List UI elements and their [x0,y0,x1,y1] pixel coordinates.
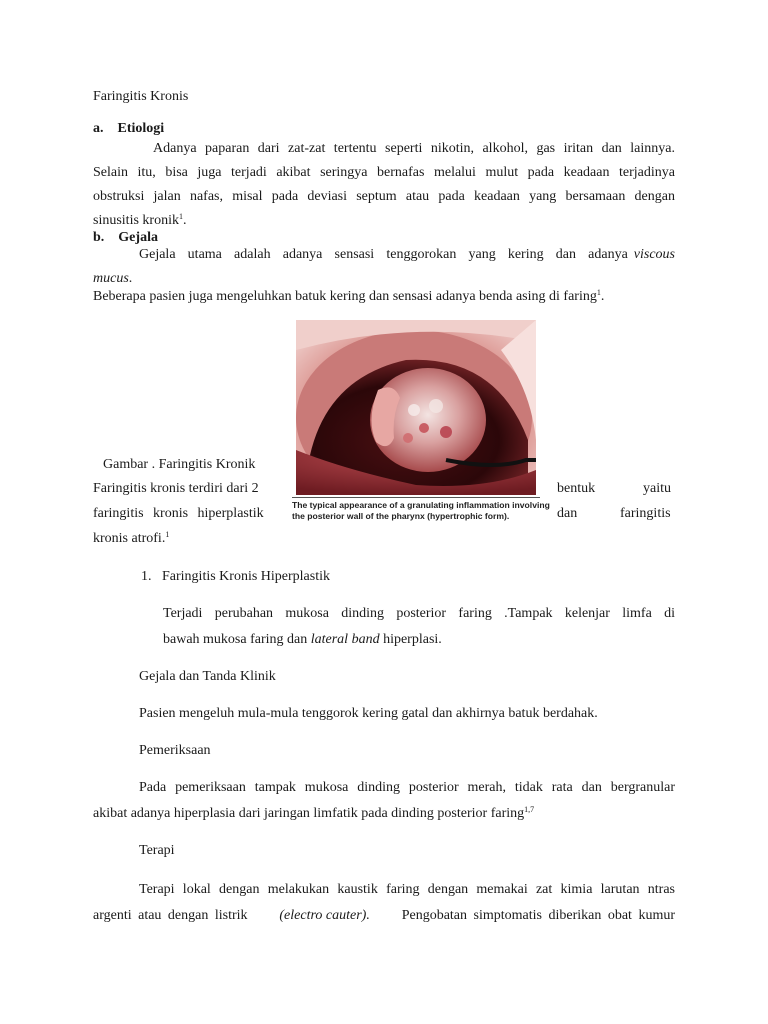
figure-divider [292,497,540,498]
pharynx-photo [296,320,536,495]
types-line-1-word-2: yaitu [643,481,671,496]
section-a-line-4 [93,209,675,233]
section-b-title: Gejala [118,230,158,245]
types-line-2-word-1: dan [557,506,578,521]
section-b-line-3 [93,288,604,306]
section-b-italic-1: viscous [633,247,675,262]
subsection-1-heading [141,568,330,586]
figure-caption [292,500,550,522]
subsection-1-line-2-italic: lateral band [310,632,380,647]
pharynx-photo-image [296,320,536,495]
terapi-line-2-italic: (electro cauter). [279,908,370,923]
terapi-line-1: Terapi lokal dengan melakukan kaustik faring dengan memakai zat kimia larutan ntras [139,882,675,897]
terapi-heading: Terapi [139,843,175,858]
section-b-heading [93,229,158,247]
section-b-period: . [128,271,133,286]
pemeriksaan-ref: 1,7 [524,805,535,814]
section-b-ref: 1 [596,288,601,297]
gejala-text: Pasien mengeluh mula-mula tenggorok kering gatal dan akhirnya batuk berdahak. [139,706,598,721]
page-title: Faringitis Kronis [93,89,189,104]
subsection-1-number: 1. [141,569,152,584]
section-a-line-4-text: sinusitis kronik [93,213,179,228]
types-line-2-left: faringitis kronis hiperplastik [93,506,264,521]
pemeriksaan-line-1: Pada pemeriksaan tampak mukosa dinding posterior merah, tidak rata dan bergranular [139,780,675,795]
section-a-ref: 1 [178,212,183,221]
subsection-1-line-2 [163,631,442,649]
section-b-line-1-text: Gejala utama adalah adanya sensasi tenggorokan yang kering dan adanya [139,247,628,262]
types-ref: 1 [165,530,170,539]
pemeriksaan-heading: Pemeriksaan [139,743,211,758]
section-b-line-1 [139,246,675,264]
figure-caption-line-1: The typical appearance of a granulating inflammation involving [292,500,550,510]
types-line-3-text: kronis atrofi. [93,531,166,546]
figure-caption-line-2: the posterior wall of the pharynx (hypertrophic form). [292,511,510,521]
terapi-line-2 [93,907,675,925]
section-b-line-2 [93,270,132,288]
types-line-3 [93,530,169,548]
section-a-title: Etiologi [117,121,165,136]
subsection-1-line-1: Terjadi perubahan mukosa dinding posterior faring .Tampak kelenjar limfa di [163,606,675,621]
section-a-end: . [182,213,187,228]
subsection-1-line-2-a: bawah mukosa faring dan [163,632,308,647]
section-a-line-3: obstruksi jalan nafas, misal pada deviasi septum atau pada keadaan yang bersamaan dengan [93,189,675,204]
section-a-line-1: Adanya paparan dari zat-zat tertentu seperti nikotin, alkohol, gas iritan dan lainnya. [153,141,675,156]
section-b-line-3-text: Beberapa pasien juga mengeluhkan batuk kering dan sensasi adanya benda asing di faring [93,289,597,304]
section-a-paragraph [93,137,675,233]
pemeriksaan-line-2-text: akibat adanya hiperplasia dari jaringan limfatik pada dinding posterior faring [93,806,525,821]
types-line-1-word-1: bentuk [557,481,596,496]
terapi-line-2-b: Pengobatan simptomatis diberikan obat kumur [401,908,675,923]
section-b-end: . [600,289,605,304]
terapi-line-2-a: argenti atau dengan listrik [93,908,248,923]
section-b-marker: b. [93,230,105,245]
section-a-marker: a. [93,121,104,136]
section-a-heading [93,120,164,138]
types-line-2-word-2: faringitis [620,506,671,521]
gejala-heading: Gejala dan Tanda Klinik [139,669,276,684]
section-b-italic-2: mucus [93,271,129,286]
pemeriksaan-line-2 [93,805,534,823]
section-a-line-2: Selain itu, bisa juga terjadi akibat seringya bernafas melalui mulut pada keadaan terjadinya [93,165,675,180]
figure-label: Gambar . Faringitis Kronik [103,457,256,472]
subsection-1-line-2-b: hiperplasi. [383,632,442,647]
types-line-1-left: Faringitis kronis terdiri dari 2 [93,481,259,496]
subsection-1-title: Faringitis Kronis Hiperplastik [162,569,330,584]
